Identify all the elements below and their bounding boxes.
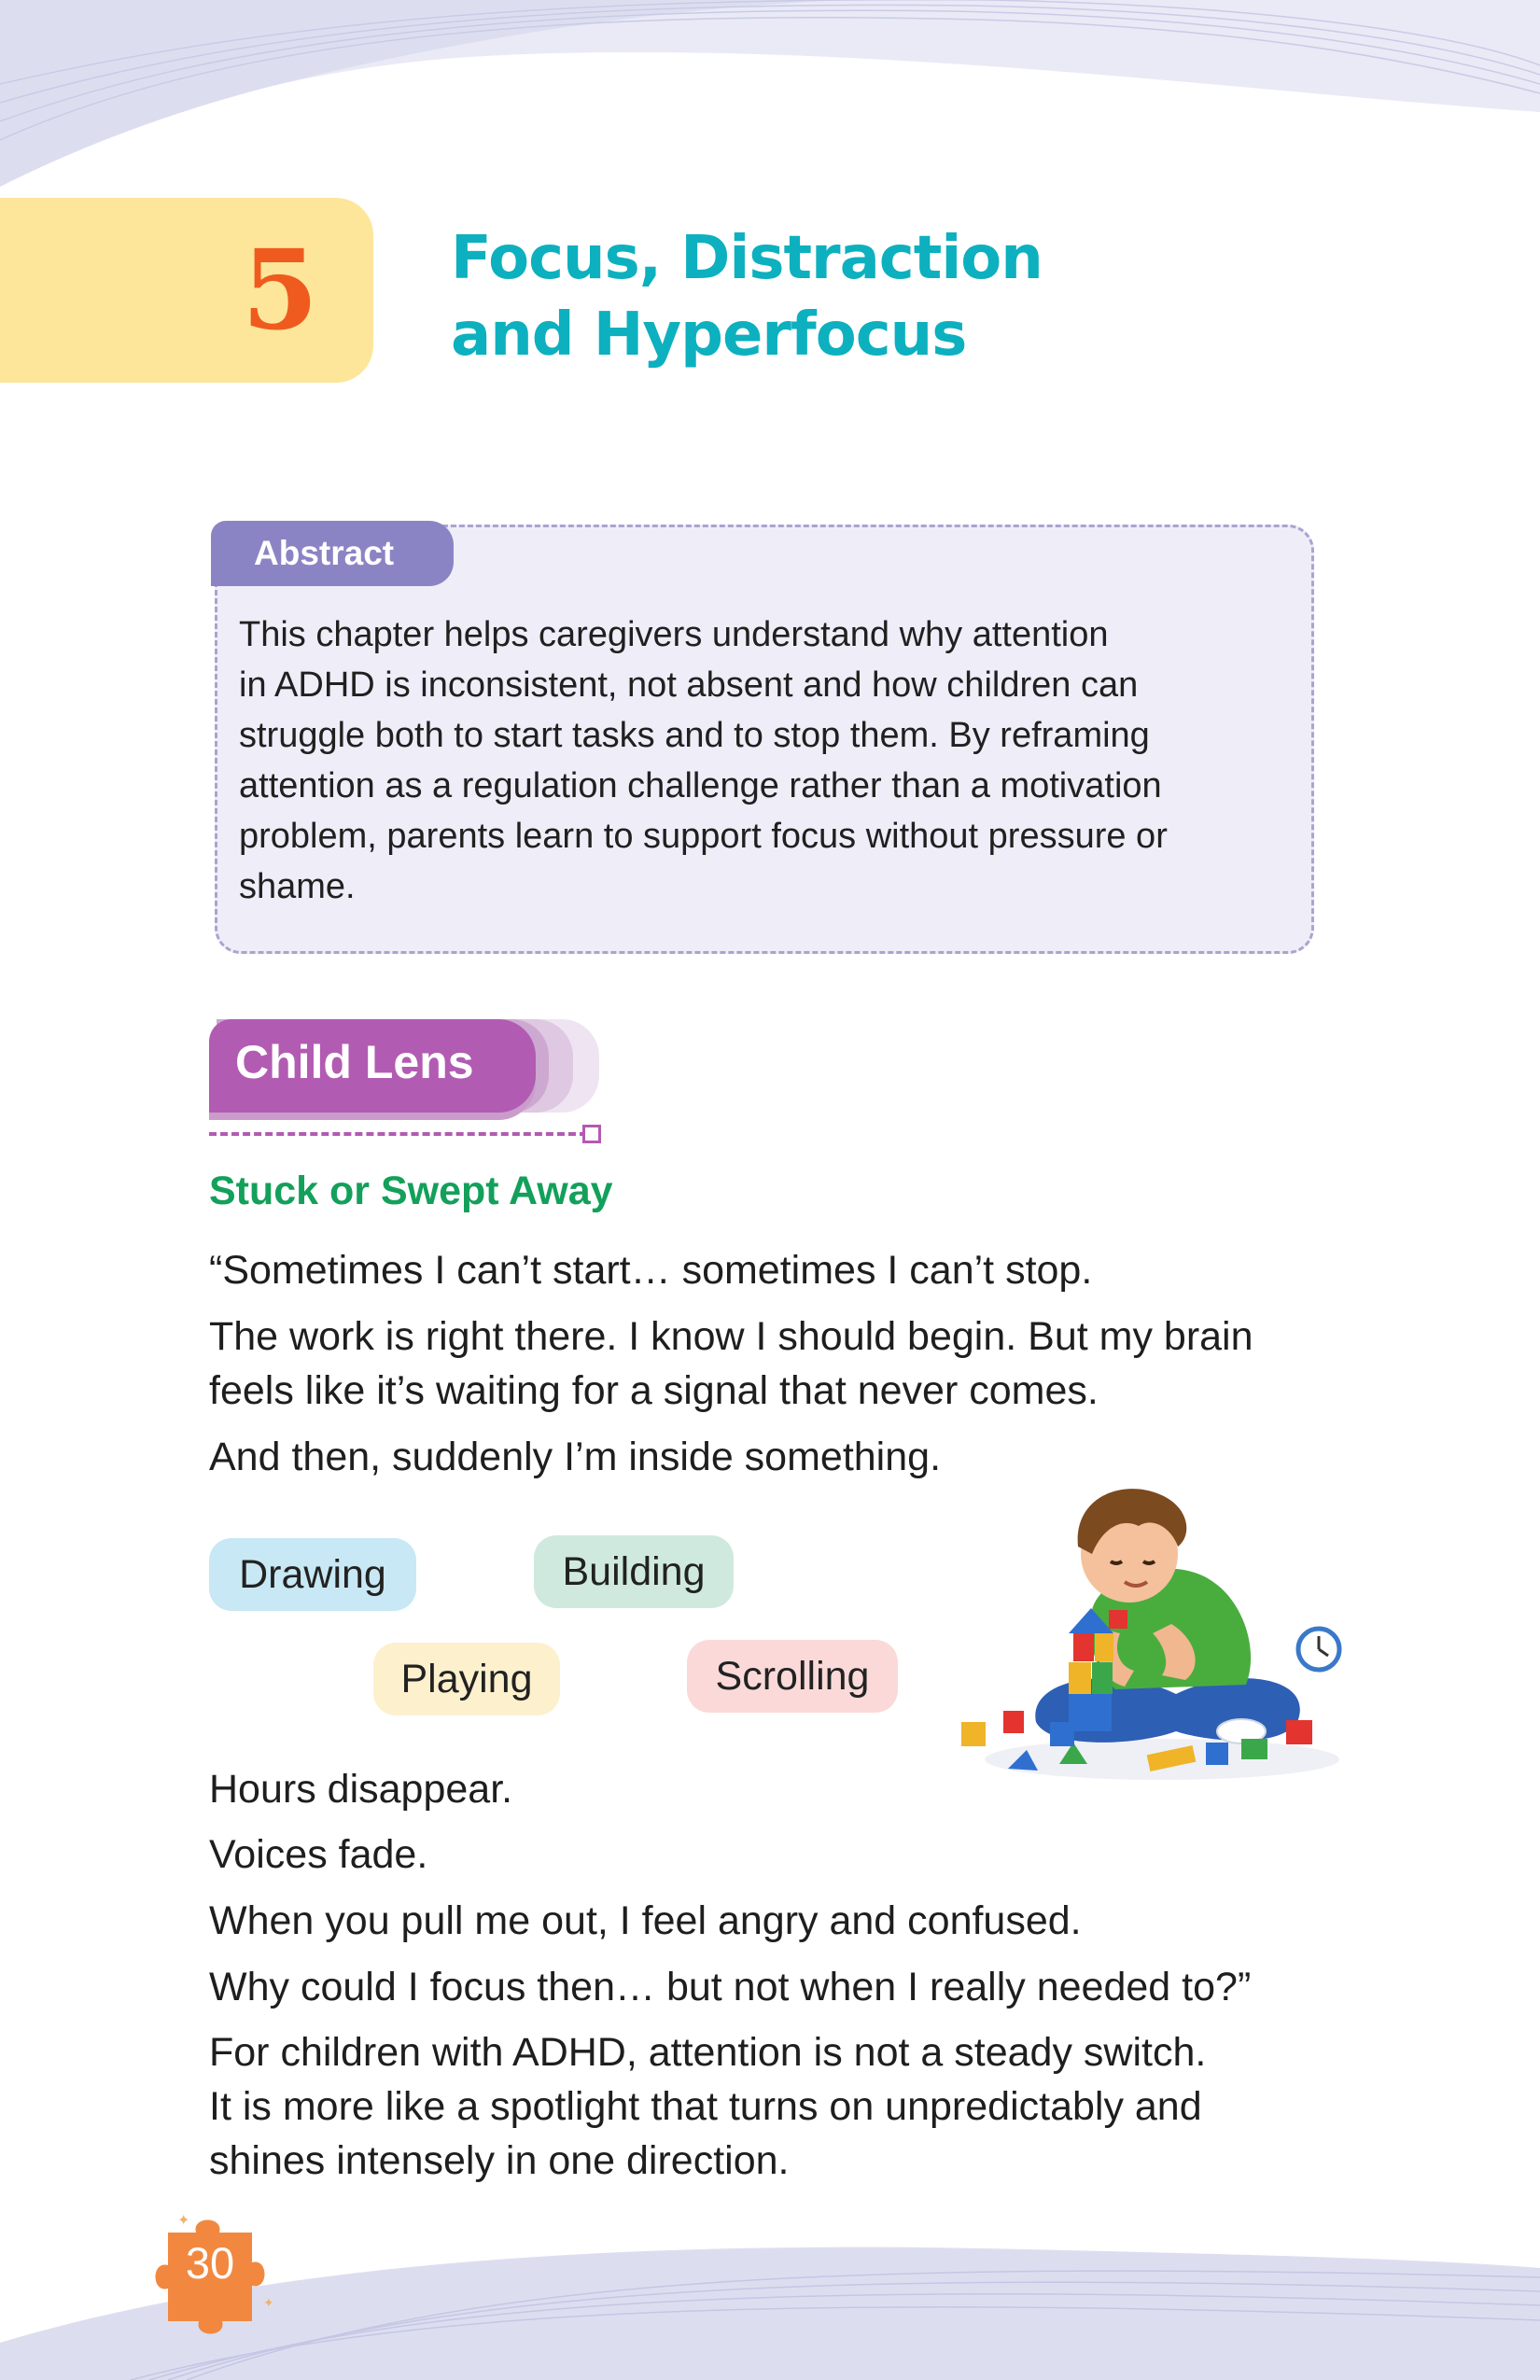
abstract-line: in ADHD is inconsistent, not absent and how children can xyxy=(239,665,1139,705)
text-line: Why could I focus then… but not when I really needed to?” xyxy=(209,1965,1252,2009)
closing-line: It is more like a spotlight that turns on unpredictably and xyxy=(209,2084,1202,2129)
abstract-line: problem, parents learn to support focus without pressure or xyxy=(239,817,1168,856)
quote-line: feels like it’s waiting for a signal that never comes. xyxy=(209,1368,1099,1413)
page-number: 30 xyxy=(185,2238,235,2288)
closing-paragraph xyxy=(209,2025,1357,2188)
activity-pill-building: Building xyxy=(534,1535,734,1608)
activity-pill-scrolling: Scrolling xyxy=(687,1640,898,1713)
quote-paragraph-2 xyxy=(209,1309,1357,1418)
abstract-line: attention as a regulation challenge rather than a motivation xyxy=(239,766,1162,805)
text-line: Hours disappear. xyxy=(209,1767,513,1812)
chapter-title-line-2: and Hyperfocus xyxy=(451,301,967,370)
activity-pill-drawing: Drawing xyxy=(209,1538,416,1611)
boy-building-blocks-illustration xyxy=(961,1442,1353,1806)
text-line: Voices fade. xyxy=(209,1832,428,1877)
child-lens-divider-end xyxy=(582,1125,601,1143)
text-line: When you pull me out, I feel angry and confused. xyxy=(209,1898,1082,1943)
quote-line: The work is right there. I know I should begin. But my brain xyxy=(209,1314,1253,1359)
child-lens-divider xyxy=(209,1132,587,1136)
abstract-label: Abstract xyxy=(211,521,454,586)
abstract-line: This chapter helps caregivers understand why attention xyxy=(239,615,1109,654)
quote-line-1: “Sometimes I can’t start… sometimes I can’t stop. xyxy=(209,1248,1093,1293)
abstract-text xyxy=(239,609,1303,912)
activity-pill-playing: Playing xyxy=(373,1643,560,1715)
closing-line: For children with ADHD, attention is not a steady switch. xyxy=(209,2030,1207,2075)
chapter-number: 5 xyxy=(241,225,319,355)
child-lens-label: Child Lens xyxy=(209,1019,536,1113)
closing-line: shines intensely in one direction. xyxy=(209,2138,790,2183)
svg-text:✦: ✦ xyxy=(263,2295,274,2310)
quote-line-3: And then, suddenly I’m inside something. xyxy=(209,1435,942,1479)
abstract-line: struggle both to start tasks and to stop them. By reframing xyxy=(239,716,1150,755)
abstract-line: shame. xyxy=(239,867,356,906)
top-wave-decoration xyxy=(0,0,1540,187)
chapter-title xyxy=(451,220,1197,373)
svg-text:✦: ✦ xyxy=(177,2213,190,2229)
chapter-title-line-1: Focus, Distraction xyxy=(451,224,1043,293)
section-subheading: Stuck or Swept Away xyxy=(209,1169,613,1213)
